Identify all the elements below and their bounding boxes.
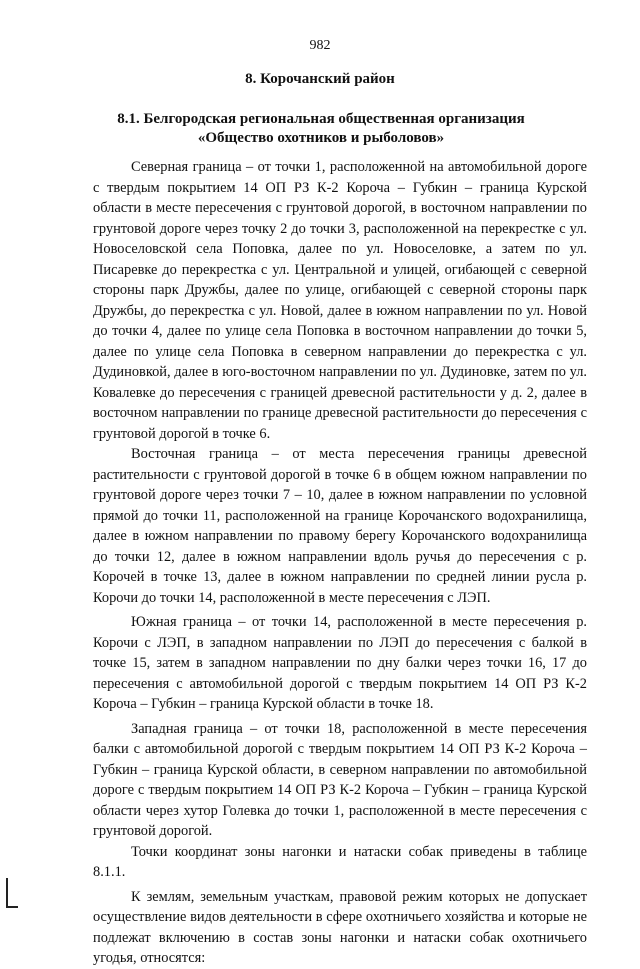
organization-title-line-1: 8.1. Белгородская региональная общественная организация — [117, 111, 525, 127]
page-number: 982 — [309, 38, 331, 53]
district-title: 8. Корочанский район — [245, 71, 395, 87]
document-body — [93, 157, 587, 969]
paragraph-excluded-lands: К землям, земельным участкам, правовой режим которых не допускает осуществление видов деятельности в сфере охотничьего хозяйства и которые не подлежат включению в состав зоны нагонки и натаски собак охотничьего угодья, относятся: — [93, 888, 587, 966]
organization-title-line-2: «Общество охотников и рыболовов» — [197, 130, 445, 146]
paragraph-north-boundary: Северная граница – от точки 1, расположенной на автомобильной дороге с твердым покрытием 14 ОП РЗ К-2 Короча – Губкин – граница Курской области в месте пересечения с грунтовой дорогой, в восточном направлении по грунтовой дороге через точку 2 до точки 3, расположенной на перекрестке с ул. Новоселовской села Поповка, далее по ул. Новоселовке, а затем по ул. Писаревке до перекрестка с ул. Центральной и улицей, огибающей с северной стороны парк Дружбы, далее по улице, огибающей с северной стороны парк Дружбы, до перекрестка с ул. Новой, далее в южном направлении по ул. Новой до точки 4, далее по улице села Поповка в восточном направлении до точки 5, далее по улице села Поповка в северном направлении до перекрестка с ул. Дудиновкой, далее в юго-восточном направлении по ул. Дудиновке, затем по ул. Ковалевке до пересечения с границей древесной растительности у д. 2, далее в восточном направлении по границе древесной растительности до пересечения с грунтовой дорогой в точке 6. — [93, 159, 587, 442]
organization-title — [60, 110, 582, 148]
paragraph-coordinates-note: Точки координат зоны нагонки и натаски собак приведены в таблице 8.1.1. — [93, 843, 587, 880]
paragraph-south-boundary: Южная граница – от точки 14, расположенной в месте пересечения р. Корочи с ЛЭП, в западном направлении по ЛЭП до пересечения с балкой в точке 15, затем в западном направлении по дну балки через точки 16, 17 до пересечения с автомобильной дорогой с твердым покрытием 14 ОП РЗ К-2 Короча – Губкин – граница Курской области в точке 18. — [93, 614, 587, 712]
paragraph-west-boundary: Западная граница – от точки 18, расположенной в месте пересечения балки с автомобильной дорогой с твердым покрытием 14 ОП РЗ К-2 Короча – Губкин – граница Курской области, в северном направлении по автомобильной дороге с твердым покрытием 14 ОП РЗ К-2 Короча – Губкин – граница Курской области через хутор Голевка до точки 1, расположенной в месте пересечения с грунтовой дорогой. — [93, 720, 587, 839]
scan-mark-left — [6, 878, 8, 908]
scan-mark-bottom — [8, 906, 18, 908]
paragraph-east-boundary: Восточная граница – от места пересечения границы древесной растительности с грунтовой дорогой в точке 6 в общем южном направлении по грунтовой дороге через точки 7 – 10, далее в южном направлении по условной прямой до точки 11, расположенной на границе Корочанского водохранилища, далее в южном направлении по правому берегу Корочанского водохранилища до точки 12, далее в южном направлении вдоль ручья до пересечения с р. Корочей в точке 13, далее в южном направлении по средней линии русла р. Корочи до точки 14, расположенной в месте пересечения с ЛЭП. — [93, 446, 587, 606]
